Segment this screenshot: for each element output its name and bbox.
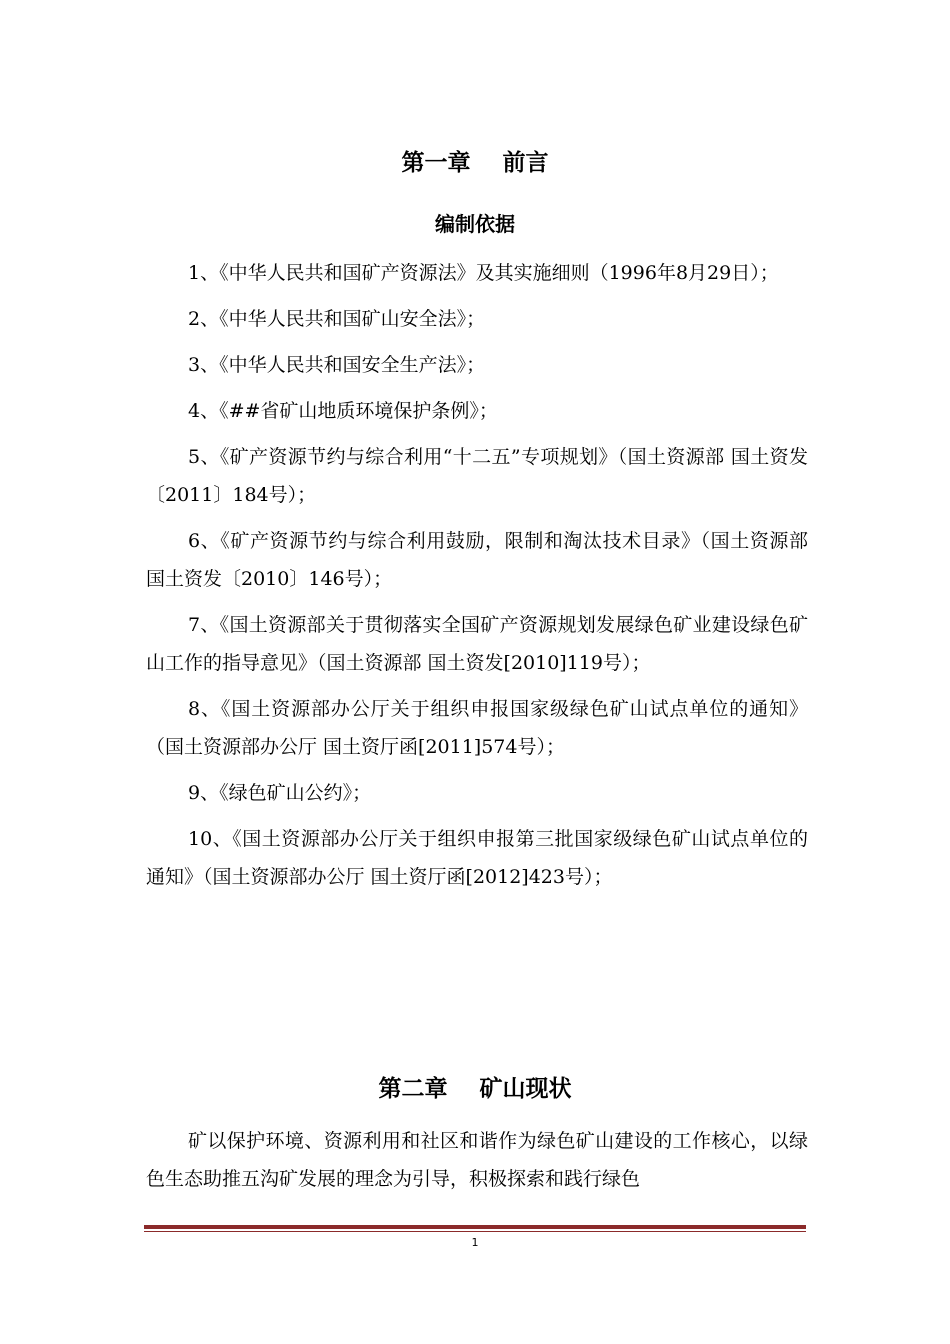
list-item: 9、《绿色矿山公约》； (188, 782, 372, 804)
list-item: 3、《中华人民共和国安全生产法》； (188, 354, 486, 376)
section-title-basis: 编制依据 (435, 212, 515, 236)
footer-rule-thin (144, 1231, 806, 1232)
chapter-2-paragraph: 矿以保护环境、资源利用和社区和谐作为绿色矿山建设的工作核心，以绿色生态助推五沟矿发展的理念为引导，积极探索和践行绿色 (146, 1130, 808, 1190)
list-item: 6、《矿产资源节约与综合利用鼓励，限制和淘汰技术目录》（国土资源部 国土资发〔2010〕146号）； (146, 530, 808, 590)
basis-list (146, 254, 808, 904)
list-item: 4、《##省矿山地质环境保护条例》； (188, 400, 498, 422)
chapter-1-title: 第一章 前言 (401, 150, 549, 176)
list-item: 5、《矿产资源节约与综合利用“十二五”专项规划》（国土资源部 国土资发〔2011〕184号）； (146, 446, 808, 506)
list-item: 1、《中华人民共和国矿产资源法》及其实施细则（1996年8月29日）； (188, 262, 779, 284)
list-item: 2、《中华人民共和国矿山安全法》； (188, 308, 486, 330)
footer-rule-thick (144, 1225, 806, 1229)
list-item: 10、《国土资源部办公厅关于组织申报第三批国家级绿色矿山试点单位的通知》（国土资源部办公厅 国土资厅函[2012]423号）； (146, 828, 808, 888)
list-item: 8、《国土资源部办公厅关于组织申报国家级绿色矿山试点单位的通知》（国土资源部办公厅 国土资厅函[2011]574号）； (146, 698, 808, 758)
page-number: 1 (471, 1236, 479, 1249)
list-item: 7、《国土资源部关于贯彻落实全国矿产资源规划发展绿色矿业建设绿色矿山工作的指导意见》（国土资源部 国土资发[2010]119号）； (146, 614, 808, 674)
chapter-2-title: 第二章 矿山现状 (378, 1076, 572, 1102)
